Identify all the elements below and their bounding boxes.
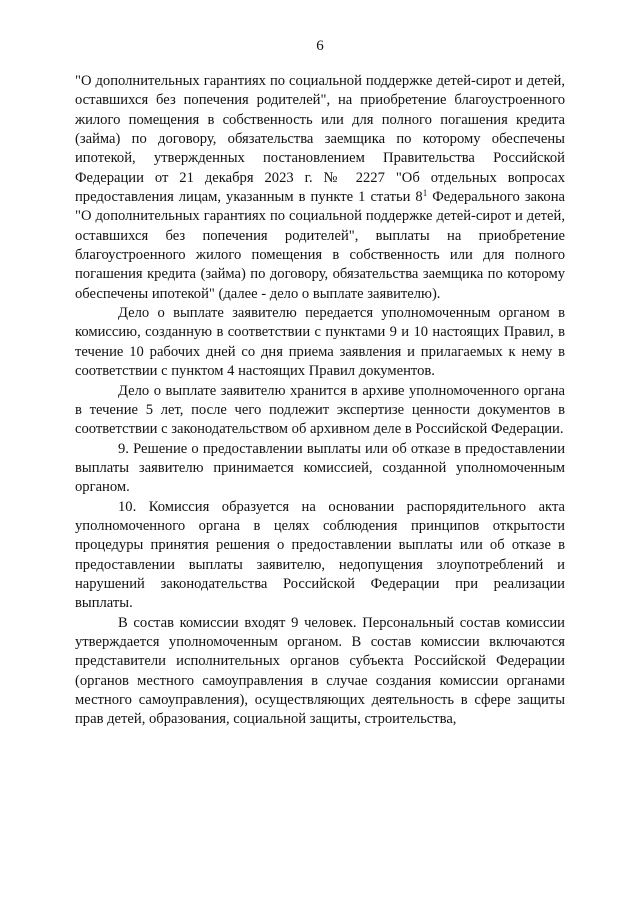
- paragraph-text: 10. Комиссия образуется на основании распорядительного акта уполномоченного органа в целях соблюдения принципов открытости процедуры принятия решения о предоставлении выплаты или об отказе в предоставлении выплаты заявителю, недопущения злоупотреблений и нарушений законодательства Российской Федерации при реализации выплаты.: [75, 498, 565, 612]
- superscript: 1: [422, 188, 428, 199]
- paragraph-text: Федерального закона "О дополнительных гарантиях по социальной поддержке детей-сирот и детей, оставшихся без попечения родителей", выплаты на приобретение благоустроенного жилого помещения в собственность или для полного погашения кредита (займа) по договору, обязательства заемщика по которому обеспечены ипотекой" (далее - дело о выплате заявителю).: [75, 189, 565, 302]
- paragraph-text: Дело о выплате заявителю хранится в архиве уполномоченного органа в течение 5 лет, после чего подлежит экспертизе ценности документов в соответствии с законодательством об архивном деле в Российской Федерации.: [75, 382, 565, 438]
- paragraph-text: Дело о выплате заявителю передается уполномоченным органом в комиссию, созданную в соответствии с пунктами 9 и 10 настоящих Правил, в течение 10 рабочих дней со дня приема заявления и прилагаемых к нему в соответствии с пунктом 4 настоящих Правил документов.: [75, 305, 565, 380]
- paragraph: [75, 304, 565, 381]
- paragraph-text: "О дополнительных гарантиях по социальной поддержке детей-сирот и детей, оставшихся без попечения родителей", на приобретение благоустроенного жилого помещения в собственность или для полного погашения кредита (займа) по договору, обязательства заемщика по которому обеспечены ипотекой, утвержденных постановлением Правительства Российской Федерации от 21 декабря 2023 г. № 2227 "Об отдельных вопросах предоставления лицам, указанным в пункте 1 статьи 8: [75, 73, 565, 206]
- document-body: [75, 72, 565, 730]
- paragraph-text: В состав комиссии входят 9 человек. Персональный состав комиссии утверждается уполномоченным органом. В состав комиссии включаются представители исполнительных органов субъекта Российской Федерации (органов местного самоуправления в случае создания комиссии органами местного самоуправления), осуществляющих деятельность в сфере защиты прав детей, образования, социальной защиты, строительства,: [75, 614, 565, 728]
- paragraph-text: 9. Решение о предоставлении выплаты или об отказе в предоставлении выплаты заявителю принимается комиссией, созданной уполномоченным органом.: [75, 440, 565, 496]
- paragraph: [75, 382, 565, 440]
- paragraph: [75, 72, 565, 304]
- paragraph: [75, 614, 565, 730]
- page-number: 6: [316, 38, 324, 54]
- paragraph: [75, 498, 565, 614]
- paragraph: [75, 440, 565, 498]
